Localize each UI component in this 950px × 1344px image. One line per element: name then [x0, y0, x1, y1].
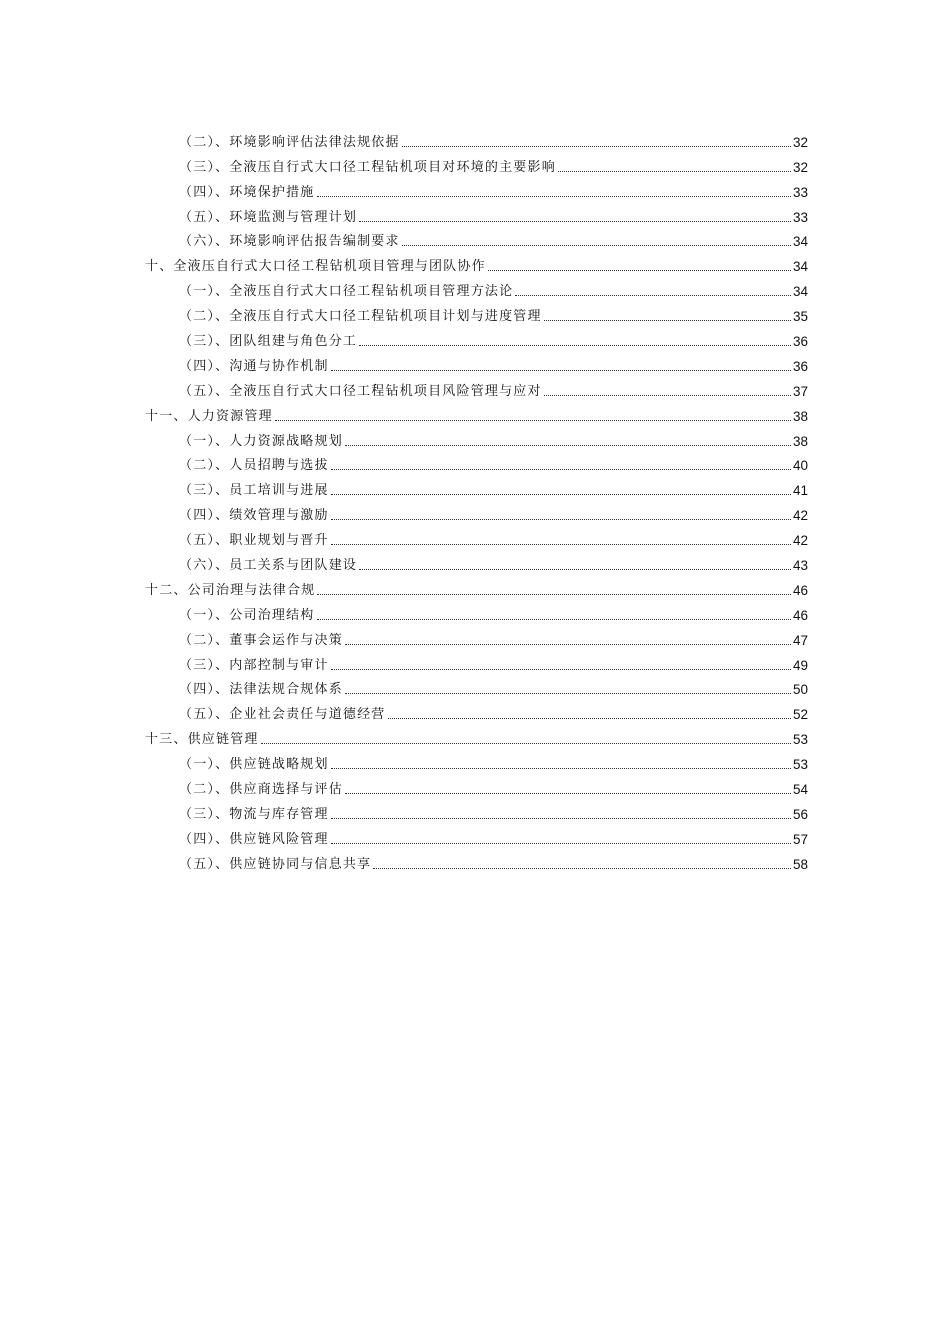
toc-entry[interactable] — [145, 424, 808, 449]
toc-entry-label: （一）、公司治理结构 — [179, 607, 315, 623]
toc-entry-page-number: 32 — [792, 134, 808, 150]
dot-leader — [331, 843, 791, 844]
toc-entry-page-number: 34 — [792, 234, 808, 250]
toc-entry-page-number: 53 — [792, 757, 808, 773]
toc-entry-label: （二）、人员招聘与选拔 — [179, 458, 329, 474]
toc-entry-page-number: 33 — [792, 209, 808, 225]
dot-leader — [331, 818, 791, 819]
dot-leader — [402, 146, 791, 147]
toc-entry[interactable] — [145, 847, 808, 872]
toc-entry-label: （一）、人力资源战略规划 — [179, 433, 343, 449]
toc-entry[interactable] — [145, 249, 808, 274]
toc-entry[interactable] — [145, 797, 808, 822]
toc-entry-label: （四）、沟通与协作机制 — [179, 358, 329, 374]
toc-entry-page-number: 49 — [792, 657, 808, 673]
dot-leader — [317, 619, 791, 620]
toc-entry-label: （三）、员工培训与进展 — [179, 483, 329, 499]
toc-entry-page-number: 40 — [792, 458, 808, 474]
table-of-contents — [145, 125, 808, 872]
toc-entry[interactable] — [145, 374, 808, 399]
toc-entry-label: 十二、公司治理与法律合规 — [145, 582, 316, 598]
toc-entry-page-number: 43 — [792, 558, 808, 574]
dot-leader — [317, 196, 791, 197]
toc-entry-label: （三）、内部控制与审计 — [179, 657, 329, 673]
toc-entry-page-number: 38 — [792, 433, 808, 449]
dot-leader — [558, 171, 791, 172]
toc-entry[interactable] — [145, 274, 808, 299]
toc-entry[interactable] — [145, 349, 808, 374]
dot-leader — [331, 768, 791, 769]
toc-entry-label: （六）、环境影响评估报告编制要求 — [179, 234, 400, 250]
dot-leader — [317, 594, 791, 595]
toc-entry-label: （二）、董事会运作与决策 — [179, 632, 343, 648]
toc-entry-label: （五）、全液压自行式大口径工程钻机项目风险管理与应对 — [179, 383, 542, 399]
toc-entry-label: （三）、物流与库存管理 — [179, 806, 329, 822]
toc-entry[interactable] — [145, 125, 808, 150]
toc-entry[interactable] — [145, 449, 808, 474]
toc-entry[interactable] — [145, 822, 808, 847]
toc-entry-page-number: 46 — [792, 607, 808, 623]
toc-entry[interactable] — [145, 623, 808, 648]
toc-entry-label: （五）、供应链协同与信息共享 — [179, 856, 372, 872]
dot-leader — [388, 718, 791, 719]
toc-entry-page-number: 50 — [792, 682, 808, 698]
dot-leader — [373, 868, 791, 869]
dot-leader — [359, 221, 791, 222]
dot-leader — [515, 295, 791, 296]
toc-entry-label: （六）、员工关系与团队建设 — [179, 558, 358, 574]
dot-leader — [488, 270, 791, 271]
toc-entry[interactable] — [145, 747, 808, 772]
toc-entry-page-number: 38 — [792, 408, 808, 424]
toc-entry-page-number: 42 — [792, 508, 808, 524]
toc-entry[interactable] — [145, 548, 808, 573]
toc-entry-label: （四）、环境保护措施 — [179, 184, 315, 200]
toc-entry[interactable] — [145, 722, 808, 747]
toc-entry[interactable] — [145, 399, 808, 424]
toc-entry-label: （四）、法律法规合规体系 — [179, 682, 343, 698]
dot-leader — [331, 669, 791, 670]
toc-entry[interactable] — [145, 324, 808, 349]
toc-entry-page-number: 37 — [792, 383, 808, 399]
toc-entry-label: 十、全液压自行式大口径工程钻机项目管理与团队协作 — [145, 259, 486, 275]
toc-entry-page-number: 42 — [792, 533, 808, 549]
toc-entry-label: （四）、供应链风险管理 — [179, 831, 329, 847]
dot-leader — [345, 644, 791, 645]
toc-entry[interactable] — [145, 225, 808, 250]
toc-entry-label: 十三、供应链管理 — [145, 732, 259, 748]
dot-leader — [331, 494, 791, 495]
toc-entry-label: （五）、环境监测与管理计划 — [179, 209, 358, 225]
toc-entry[interactable] — [145, 200, 808, 225]
dot-leader — [331, 519, 791, 520]
dot-leader — [261, 743, 791, 744]
toc-entry[interactable] — [145, 299, 808, 324]
toc-entry[interactable] — [145, 598, 808, 623]
toc-entry-page-number: 58 — [792, 856, 808, 872]
toc-entry[interactable] — [145, 697, 808, 722]
toc-entry-label: 十一、人力资源管理 — [145, 408, 273, 424]
dot-leader — [345, 445, 791, 446]
toc-entry-page-number: 35 — [792, 309, 808, 325]
dot-leader — [544, 320, 791, 321]
dot-leader — [275, 420, 791, 421]
toc-entry-label: （二）、全液压自行式大口径工程钻机项目计划与进度管理 — [179, 309, 542, 325]
toc-entry-page-number: 32 — [792, 159, 808, 175]
toc-entry-page-number: 36 — [792, 334, 808, 350]
toc-entry-label: （三）、全液压自行式大口径工程钻机项目对环境的主要影响 — [179, 159, 556, 175]
toc-entry-page-number: 52 — [792, 707, 808, 723]
toc-entry-page-number: 33 — [792, 184, 808, 200]
toc-entry-page-number: 34 — [792, 284, 808, 300]
toc-entry-label: （五）、职业规划与晋升 — [179, 533, 329, 549]
dot-leader — [345, 793, 791, 794]
toc-entry-page-number: 47 — [792, 632, 808, 648]
toc-entry[interactable] — [145, 498, 808, 523]
toc-entry-page-number: 53 — [792, 732, 808, 748]
dot-leader — [544, 395, 791, 396]
toc-entry[interactable] — [145, 523, 808, 548]
toc-entry[interactable] — [145, 573, 808, 598]
toc-entry-label: （二）、环境影响评估法律法规依据 — [179, 134, 400, 150]
toc-entry[interactable] — [145, 175, 808, 200]
toc-entry-label: （二）、供应商选择与评估 — [179, 782, 343, 798]
dot-leader — [359, 569, 791, 570]
dot-leader — [331, 544, 791, 545]
toc-entry[interactable] — [145, 772, 808, 797]
dot-leader — [402, 245, 791, 246]
dot-leader — [359, 345, 791, 346]
toc-entry-page-number: 57 — [792, 831, 808, 847]
toc-entry-page-number: 54 — [792, 782, 808, 798]
toc-entry-page-number: 34 — [792, 259, 808, 275]
toc-entry-page-number: 56 — [792, 806, 808, 822]
toc-entry-page-number: 41 — [792, 483, 808, 499]
toc-entry[interactable] — [145, 648, 808, 673]
toc-entry-label: （四）、绩效管理与激励 — [179, 508, 329, 524]
toc-entry[interactable] — [145, 473, 808, 498]
toc-entry-label: （五）、企业社会责任与道德经营 — [179, 707, 386, 723]
dot-leader — [345, 693, 791, 694]
toc-entry[interactable] — [145, 673, 808, 698]
toc-entry-page-number: 36 — [792, 358, 808, 374]
toc-entry-page-number: 46 — [792, 582, 808, 598]
dot-leader — [331, 469, 791, 470]
toc-entry-label: （一）、全液压自行式大口径工程钻机项目管理方法论 — [179, 284, 514, 300]
dot-leader — [331, 370, 791, 371]
toc-entry-label: （三）、团队组建与角色分工 — [179, 334, 358, 350]
toc-entry[interactable] — [145, 150, 808, 175]
toc-entry-label: （一）、供应链战略规划 — [179, 757, 329, 773]
